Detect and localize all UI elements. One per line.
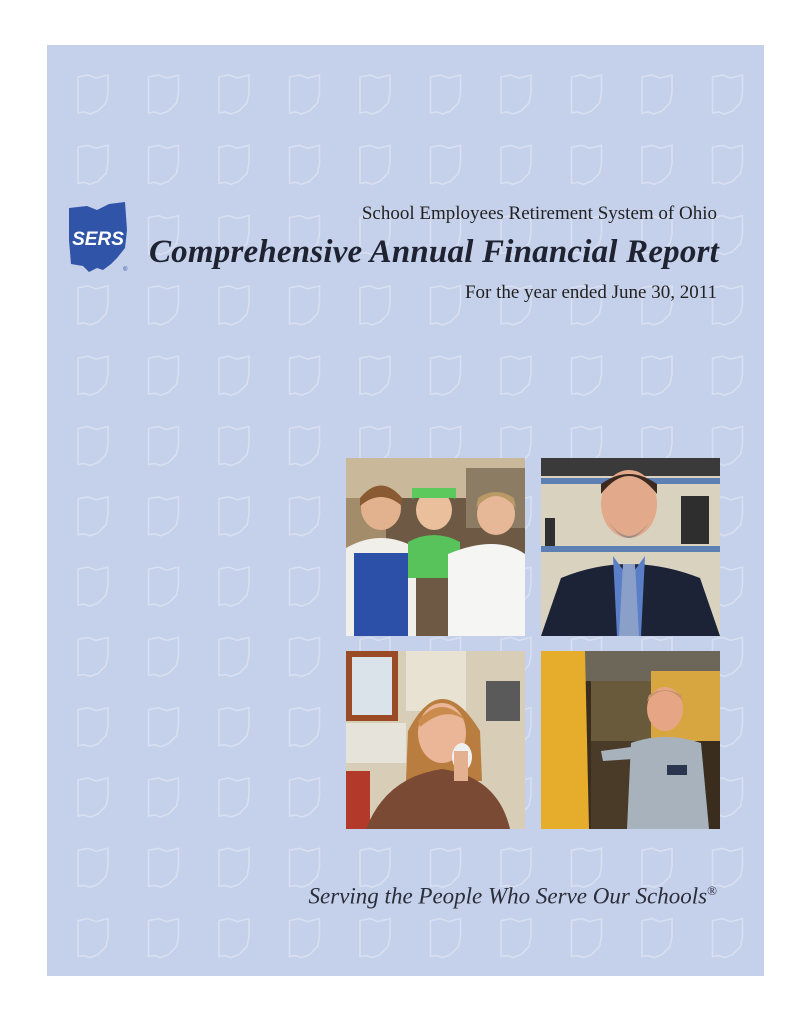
ohio-outline-icon xyxy=(78,427,108,466)
ohio-outline-icon xyxy=(572,919,602,958)
svg-text:®: ® xyxy=(123,267,128,273)
report-title: Comprehensive Annual Financial Report xyxy=(148,234,719,270)
ohio-outline-icon xyxy=(431,286,461,325)
ohio-outline-icon xyxy=(431,848,461,887)
ohio-outline-icon xyxy=(290,637,320,676)
ohio-outline-icon xyxy=(219,145,249,184)
ohio-outline-icon xyxy=(219,778,249,817)
ohio-outline-icon xyxy=(149,567,179,606)
ohio-outline-icon xyxy=(431,919,461,958)
ohio-outline-icon xyxy=(290,356,320,395)
ohio-outline-icon xyxy=(713,356,743,395)
ohio-outline-icon xyxy=(713,75,743,114)
report-cover xyxy=(47,45,764,976)
ohio-outline-icon xyxy=(149,637,179,676)
office-worker-on-phone-photo xyxy=(346,651,525,829)
organization-name: School Employees Retirement System of Ohio xyxy=(361,203,717,224)
ohio-outline-icon xyxy=(642,75,672,114)
ohio-outline-icon xyxy=(219,75,249,114)
report-period: For the year ended June 30, 2011 xyxy=(464,282,717,303)
ohio-outline-icon xyxy=(290,145,320,184)
ohio-outline-icon xyxy=(78,145,108,184)
ohio-outline-icon xyxy=(149,919,179,958)
ohio-outline-icon xyxy=(78,286,108,325)
staff-member-portrait-photo xyxy=(541,458,720,636)
ohio-outline-icon xyxy=(78,848,108,887)
ohio-outline-icon xyxy=(219,919,249,958)
food-service-workers-photo xyxy=(346,458,525,636)
ohio-outline-icon xyxy=(431,356,461,395)
ohio-outline-icon xyxy=(149,286,179,325)
ohio-outline-icon xyxy=(78,356,108,395)
ohio-outline-icon xyxy=(360,356,390,395)
ohio-outline-icon xyxy=(501,848,531,887)
ohio-outline-icon xyxy=(713,919,743,958)
ohio-outline-icon xyxy=(219,708,249,747)
ohio-outline-icon xyxy=(149,848,179,887)
ohio-outline-icon xyxy=(78,919,108,958)
ohio-outline-icon xyxy=(149,778,179,817)
ohio-outline-icon xyxy=(219,356,249,395)
ohio-outline-icon xyxy=(713,848,743,887)
ohio-outline-icon xyxy=(501,145,531,184)
ohio-outline-icon xyxy=(501,75,531,114)
ohio-outline-icon xyxy=(501,919,531,958)
ohio-outline-icon xyxy=(290,708,320,747)
ohio-outline-icon xyxy=(290,427,320,466)
ohio-outline-icon xyxy=(290,919,320,958)
tagline-text: Serving the People Who Serve Our Schools xyxy=(308,883,708,909)
ohio-outline-icon xyxy=(501,356,531,395)
ohio-outline-icon xyxy=(290,567,320,606)
ohio-outline-icon xyxy=(642,356,672,395)
ohio-outline-icon xyxy=(572,145,602,184)
ohio-outline-icon xyxy=(219,497,249,536)
ohio-outline-icon xyxy=(219,848,249,887)
ohio-outline-icon xyxy=(149,708,179,747)
ohio-outline-icon xyxy=(290,286,320,325)
ohio-outline-icon xyxy=(713,286,743,325)
ohio-outline-icon xyxy=(360,848,390,887)
ohio-outline-icon xyxy=(642,848,672,887)
ohio-outline-icon xyxy=(431,75,461,114)
ohio-outline-icon xyxy=(219,286,249,325)
ohio-outline-icon xyxy=(572,848,602,887)
ohio-outline-icon xyxy=(78,708,108,747)
bus-mechanic-photo xyxy=(541,651,720,829)
ohio-outline-icon xyxy=(360,286,390,325)
ohio-outline-icon xyxy=(572,356,602,395)
ohio-outline-icon xyxy=(149,145,179,184)
ohio-outline-icon xyxy=(290,848,320,887)
ohio-outline-icon xyxy=(219,427,249,466)
ohio-outline-icon xyxy=(642,145,672,184)
ohio-outline-icon xyxy=(290,75,320,114)
ohio-outline-icon xyxy=(78,497,108,536)
registered-mark: ® xyxy=(707,883,717,898)
ohio-outline-icon xyxy=(290,497,320,536)
ohio-outline-icon xyxy=(219,637,249,676)
ohio-outline-icon xyxy=(290,778,320,817)
ohio-outline-icon xyxy=(219,567,249,606)
ohio-outline-icon xyxy=(78,75,108,114)
ohio-outline-icon xyxy=(642,919,672,958)
logo-text: SERS xyxy=(72,229,124,250)
ohio-outline-icon xyxy=(572,75,602,114)
ohio-outline-icon xyxy=(360,145,390,184)
ohio-outline-icon xyxy=(78,567,108,606)
ohio-outline-icon xyxy=(78,637,108,676)
ohio-outline-icon xyxy=(149,75,179,114)
ohio-outline-icon xyxy=(713,145,743,184)
ohio-outline-icon xyxy=(431,145,461,184)
ohio-outline-icon xyxy=(149,356,179,395)
ohio-outline-icon xyxy=(149,427,179,466)
ohio-outline-icon xyxy=(360,919,390,958)
ohio-outline-icon xyxy=(78,778,108,817)
ohio-outline-icon xyxy=(149,497,179,536)
sers-logo xyxy=(67,200,131,274)
tagline xyxy=(309,883,717,910)
ohio-outline-icon xyxy=(360,75,390,114)
